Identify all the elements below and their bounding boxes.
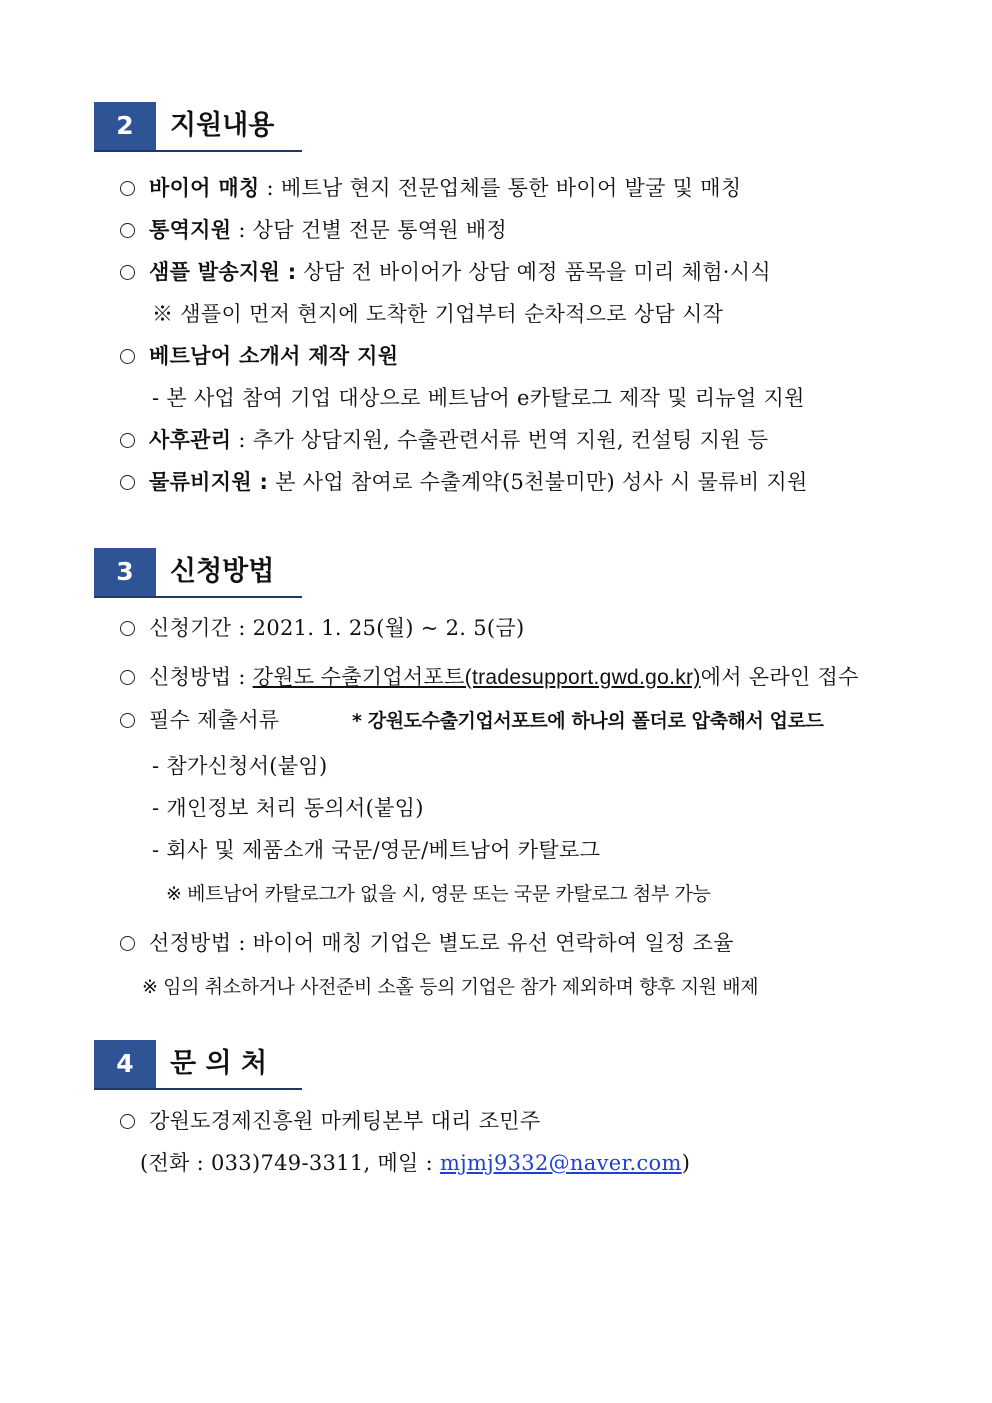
note-sample: ※ 샘플이 먼저 현지에 도착한 기업부터 순차적으로 상담 시작 [152, 302, 724, 326]
item-text: : 추가 상담지원, 수출관련서류 번역 지원, 컨설팅 지원 등 [231, 428, 769, 452]
list-item-aftercare [120, 425, 768, 455]
doc-item: - 참가신청서(붙임) [152, 754, 328, 778]
list-item-required-docs [120, 705, 280, 735]
item-text: : 상담 건별 전문 통역원 배정 [231, 218, 508, 242]
list-item-vietnamese-intro [120, 341, 398, 371]
phone-suffix: ) [681, 1151, 691, 1175]
phone-text: (전화 : 033)749-3311, 메일 : [140, 1151, 440, 1175]
list-item-buyer-matching [120, 173, 741, 203]
item-text: 신청기간 : 2021. 1. 25(월) ~ 2. 5(금) [149, 616, 525, 640]
trade-support-link[interactable]: 강원도 수출기업서포트(tradesupport.gwd.go.kr) [252, 666, 701, 689]
sub-item-catalog: - 본 사업 참여 기업 대상으로 베트남어 e카탈로그 제작 및 리뉴얼 지원 [152, 386, 805, 410]
list-item-method [120, 662, 859, 693]
section-number: 4 [94, 1040, 156, 1088]
email-link[interactable]: mjmj9332@naver.com [439, 1151, 682, 1175]
section-title: 신청방법 [170, 556, 275, 587]
section-header-apply [94, 548, 302, 598]
item-label: 샘플 발송지원 : [149, 260, 297, 284]
circle-bullet-icon [120, 621, 135, 636]
item-text: : 베트남 현지 전문업체를 통한 바이어 발굴 및 매칭 [259, 176, 742, 200]
item-label: 통역지원 [149, 218, 232, 242]
catalog-note: ※ 베트남어 카탈로그가 없을 시, 영문 또는 국문 카탈로그 첨부 가능 [166, 883, 711, 905]
list-item-sample-shipping [120, 257, 771, 287]
list-item-interpretation [120, 215, 507, 245]
section-number: 3 [94, 548, 156, 596]
item-text: 필수 제출서류 [149, 708, 280, 732]
circle-bullet-icon [120, 433, 135, 448]
item-label: 베트남어 소개서 제작 지원 [149, 344, 399, 368]
upload-note: * 강원도수출기업서포트에 하나의 폴더로 압축해서 업로드 [352, 710, 824, 732]
circle-bullet-icon [120, 265, 135, 280]
item-text: 본 사업 참여로 수출계약(5천불미만) 성사 시 물류비 지원 [268, 470, 808, 494]
item-text: 강원도경제진흥원 마케팅본부 대리 조민주 [149, 1109, 541, 1133]
section-header-support [94, 102, 302, 152]
section-header-contact [94, 1040, 302, 1090]
list-item-period [120, 613, 524, 643]
item-text: 에서 온라인 접수 [700, 665, 859, 689]
circle-bullet-icon [120, 670, 135, 685]
section-title: 문 의 처 [170, 1048, 268, 1079]
circle-bullet-icon [120, 181, 135, 196]
selection-note: ※ 임의 취소하거나 사전준비 소홀 등의 기업은 참가 제외하며 향후 지원 배제 [142, 976, 759, 998]
item-label: 바이어 매칭 [149, 176, 260, 200]
item-label: 사후관리 [149, 428, 232, 452]
circle-bullet-icon [120, 713, 135, 728]
item-label: 물류비지원 : [149, 470, 269, 494]
list-item-selection [120, 928, 734, 958]
section-number: 2 [94, 102, 156, 150]
item-text: 선정방법 : 바이어 매칭 기업은 별도로 유선 연락하여 일정 조율 [149, 931, 734, 955]
circle-bullet-icon [120, 1114, 135, 1129]
doc-item: - 회사 및 제품소개 국문/영문/베트남어 카탈로그 [152, 838, 601, 862]
section-title: 지원내용 [170, 110, 275, 141]
circle-bullet-icon [120, 349, 135, 364]
circle-bullet-icon [120, 936, 135, 951]
doc-item: - 개인정보 처리 동의서(붙임) [152, 796, 424, 820]
list-item-logistics [120, 467, 808, 497]
contact-phone-email [140, 1148, 690, 1178]
item-text: 신청방법 : [149, 665, 253, 689]
circle-bullet-icon [120, 223, 135, 238]
list-item-contact-person [120, 1106, 540, 1136]
item-text: 상담 전 바이어가 상담 예정 품목을 미리 체험·시식 [296, 260, 771, 284]
circle-bullet-icon [120, 475, 135, 490]
